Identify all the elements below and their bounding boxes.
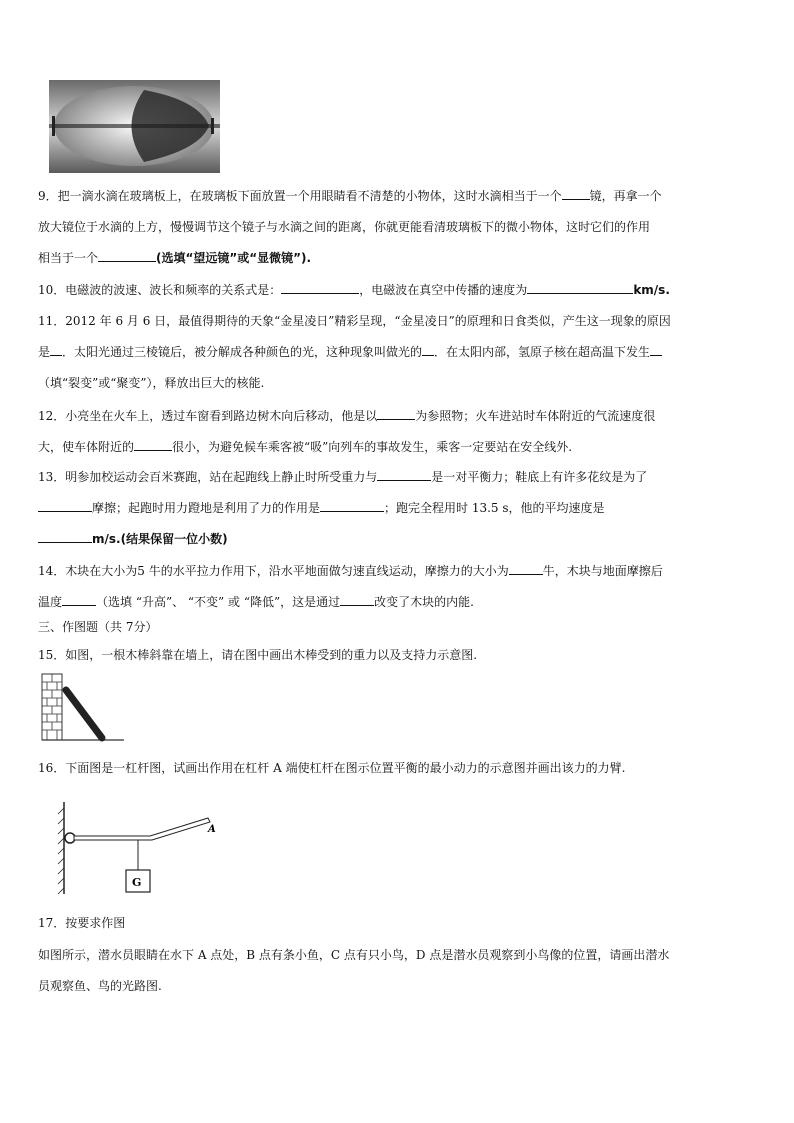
question-13: 13．明参加校运动会百米赛跑，站在起跑线上静止时所受重力与 是一对平衡力；鞋底上有许多花纹是为了 摩擦；起跑时用力蹬地是利用了力的作用是 ；跑完全程用时 13.5 s，他的平均速度是 m/s.(结果保留一位小数) — [38, 462, 758, 555]
question-12: 12．小亮坐在火车上，透过车窗看到路边树木向后移动，他是以 为参照物；火车进站时车体附近的气流速度很 大，使车体附近的 很小，为避免候车乘客被“吸”向列车的事故发生，乘客一定要站在安全线外. — [38, 401, 758, 463]
question-9: 9．把一滴水滴在玻璃板上，在玻璃板下面放置一个用眼睛看不清楚的小物体，这时水滴相当于一个 镜，再拿一个 放大镜位于水滴的上方，慢慢调节这个镜子与水滴之间的距离，你就更能看清玻璃板下的微小物体，这时它们的作用 相当于一个 (选填“望远镜”或“显微镜”). — [38, 181, 758, 274]
answer-blank[interactable] — [422, 341, 434, 356]
answer-blank[interactable] — [281, 279, 359, 294]
point-a-label: A — [208, 824, 216, 835]
answer-blank[interactable] — [320, 497, 384, 512]
question-15: 15．如图，一根木棒斜靠在墙上，请在图中画出木棒受到的重力以及支持力示意图. — [38, 648, 478, 662]
question-16: 16．下面图是一杠杆图，试画出作用在杠杆 A 端使杠杆在图示位置平衡的最小动力的示意图并画出该力的力臂. — [38, 761, 626, 775]
answer-blank[interactable] — [562, 185, 590, 200]
question-17-body: 如图所示，潜水员眼睛在水下 A 点处，B 点有条小鱼，C 点有只小鸟，D 点是潜水员观察到小鸟像的位置，请画出潜水 员观察鱼、鸟的光路图. — [38, 948, 670, 993]
question-10: 10．电磁波的波速、波长和频率的关系式是： ，电磁波在真空中传播的速度为 km/s. — [38, 275, 758, 306]
q16-lever-figure — [50, 798, 230, 898]
q15-wall-stick-figure — [40, 672, 126, 744]
answer-blank[interactable] — [340, 591, 374, 606]
answer-blank[interactable] — [377, 405, 415, 420]
weight-label: G — [132, 876, 142, 889]
answer-blank[interactable] — [509, 560, 543, 575]
answer-blank[interactable] — [377, 466, 431, 481]
answer-blank[interactable] — [527, 279, 633, 294]
answer-blank[interactable] — [650, 341, 662, 356]
answer-blank[interactable] — [134, 436, 172, 451]
section-title: 三、作图题（共 7分） — [38, 620, 158, 634]
answer-blank[interactable] — [38, 497, 92, 512]
answer-blank[interactable] — [98, 247, 156, 262]
question-17: 17．按要求作图 — [38, 916, 126, 930]
q8-photo — [49, 80, 220, 173]
answer-blank[interactable] — [50, 341, 62, 356]
answer-blank[interactable] — [38, 528, 92, 543]
question-14: 14．木块在大小为5 牛的水平拉力作用下，沿水平地面做匀速直线运动，摩擦力的大小为 牛，木块与地面摩擦后 温度 （选填 “升高”、 “不变” 或 “降低”，这是通过 改变了木块的内能. — [38, 556, 758, 618]
answer-blank[interactable] — [62, 591, 96, 606]
question-11: 11．2012 年 6 月 6 日，最值得期待的天象“金星凌日”精彩呈现，“金星凌日”的原理和日食类似，产生这一现象的原因 是 ．太阳光通过三棱镜后，被分解成各种颜色的光，这种现象叫做光的 ．在太阳内部，氢原子核在超高温下发生 （填“裂变”或“聚变”），释放出巨大的核能. — [38, 314, 671, 390]
